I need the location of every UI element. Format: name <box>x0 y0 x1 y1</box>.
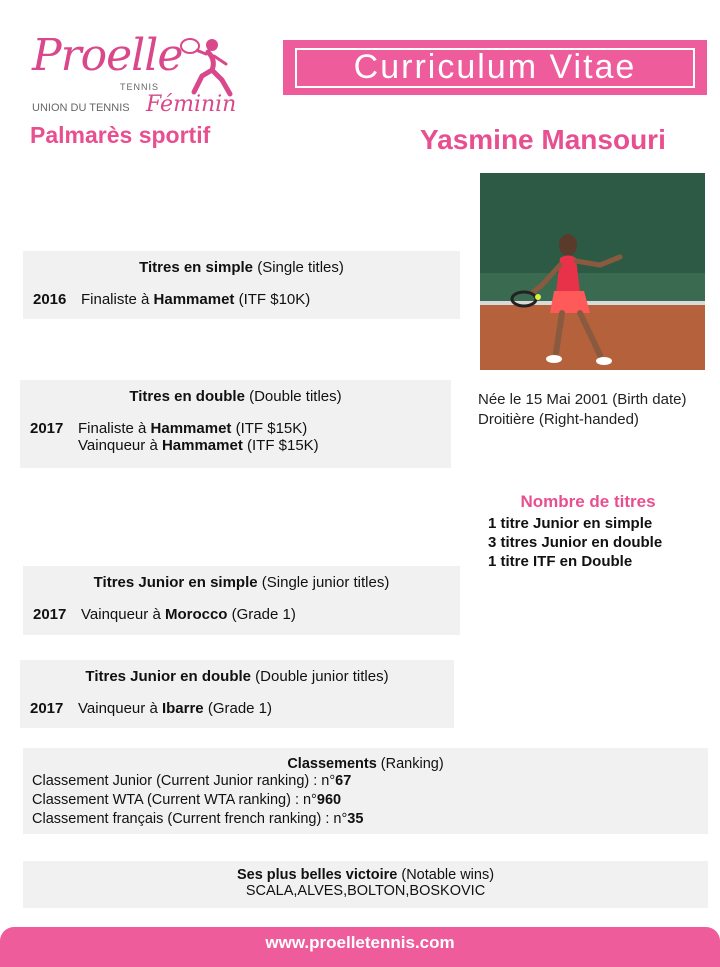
junior-doubles-entry <box>20 700 454 717</box>
ranking-label: Classement français (Current french ranking) : n° <box>32 811 348 827</box>
ranking-french <box>32 810 708 829</box>
player-bio <box>478 390 686 430</box>
entry-result: Vainqueur à <box>78 700 162 717</box>
doubles-heading-bold: Titres en double <box>129 388 245 405</box>
proelle-logo <box>28 30 238 122</box>
titles-count-line: 3 titres Junior en double <box>488 534 663 551</box>
doubles-heading <box>20 388 451 405</box>
junior-singles-box <box>23 566 460 635</box>
cv-header-frame <box>295 48 695 88</box>
player-name: Yasmine Mansouri <box>420 124 666 155</box>
entry-place: Ibarre <box>161 700 204 717</box>
ranking-value: 67 <box>335 773 352 789</box>
footer-website-link[interactable]: www.proelletennis.com <box>265 933 455 952</box>
titles-count-line: 1 titre Junior en simple <box>488 515 653 532</box>
ranking-wta <box>32 791 708 810</box>
titles-count-heading: Nombre de titres <box>520 492 656 511</box>
entry-place: Morocco <box>164 606 228 623</box>
birth-date: Née le 15 Mai 2001 (Birth date) <box>478 391 687 408</box>
rankings-heading-bold: Classements <box>287 756 377 772</box>
entry-level: (ITF $15K) <box>231 420 308 437</box>
ranking-junior <box>32 772 708 791</box>
footer-bar <box>0 927 720 967</box>
logo-union: UNION DU TENNIS <box>32 102 130 114</box>
entry-level: (ITF $10K) <box>234 291 311 308</box>
entry-year: 2017 <box>30 700 64 717</box>
entry-text <box>81 291 310 308</box>
entry-result: Vainqueur à <box>81 606 165 623</box>
tennis-player-icon <box>176 36 234 98</box>
titles-count <box>488 492 708 571</box>
junior-singles-entry <box>23 606 460 623</box>
entry-place: Hammamet <box>150 420 232 437</box>
notable-wins-heading <box>23 867 708 883</box>
ranking-value: 35 <box>347 811 364 827</box>
logo-brand: Proelle <box>32 30 183 81</box>
rankings-box <box>23 748 708 834</box>
junior-doubles-heading-bold: Titres Junior en double <box>85 668 252 685</box>
singles-box <box>23 251 460 319</box>
ranking-value: 960 <box>316 792 342 808</box>
entry-result: Finaliste à <box>81 291 154 308</box>
ranking-label: Classement Junior (Current Junior ranking) : n° <box>32 773 336 789</box>
entry-text <box>78 437 319 454</box>
entry-text <box>81 606 296 623</box>
ranking-label: Classement WTA (Current WTA ranking) : n° <box>32 792 317 808</box>
junior-doubles-box <box>20 660 454 728</box>
notable-wins-heading-note: (Notable wins) <box>397 867 495 883</box>
singles-heading <box>23 259 460 276</box>
doubles-heading-note: (Double titles) <box>244 388 342 405</box>
entry-result: Finaliste à <box>78 420 151 437</box>
singles-heading-bold: Titres en simple <box>139 259 254 276</box>
logo-feminin: Féminin <box>146 92 237 117</box>
entry-text <box>78 700 272 717</box>
cv-header-banner <box>283 40 707 95</box>
entry-result: Vainqueur à <box>78 437 162 454</box>
singles-entry <box>23 291 460 308</box>
logo-tennis: TENNIS <box>120 82 160 92</box>
entry-text <box>78 420 307 437</box>
notable-wins-box <box>23 861 708 908</box>
junior-doubles-heading-note: (Double junior titles) <box>251 668 389 685</box>
notable-wins-heading-bold: Ses plus belles victoire <box>236 867 398 883</box>
entry-level: (ITF $15K) <box>242 437 319 454</box>
doubles-entry <box>20 437 451 454</box>
entry-place: Hammamet <box>161 437 243 454</box>
junior-singles-heading-bold: Titres Junior en simple <box>93 574 258 591</box>
player-photo <box>480 173 705 370</box>
junior-doubles-heading <box>20 668 454 685</box>
entry-year: 2017 <box>33 606 67 623</box>
entry-level: (Grade 1) <box>227 606 296 623</box>
entry-year: 2016 <box>33 291 67 308</box>
titles-count-line: 1 titre ITF en Double <box>488 553 633 570</box>
doubles-entry <box>20 420 451 437</box>
section-title: Palmarès sportif <box>30 122 211 148</box>
entry-year: 2017 <box>30 420 64 437</box>
rankings-heading-note: (Ranking) <box>376 756 444 772</box>
junior-singles-heading <box>23 574 460 591</box>
entry-level: (Grade 1) <box>203 700 273 717</box>
cv-title: Curriculum Vitae <box>353 48 637 86</box>
junior-singles-heading-note: (Single junior titles) <box>257 574 390 591</box>
entry-place: Hammamet <box>153 291 235 308</box>
handedness: Droitière (Right-handed) <box>478 411 639 428</box>
notable-wins-names: SCALA,ALVES,BOLTON,BOSKOVIC <box>245 883 486 899</box>
rankings-heading <box>23 756 708 772</box>
singles-heading-note: (Single titles) <box>253 259 344 276</box>
doubles-box <box>20 380 451 468</box>
player-photo-image <box>480 173 705 370</box>
